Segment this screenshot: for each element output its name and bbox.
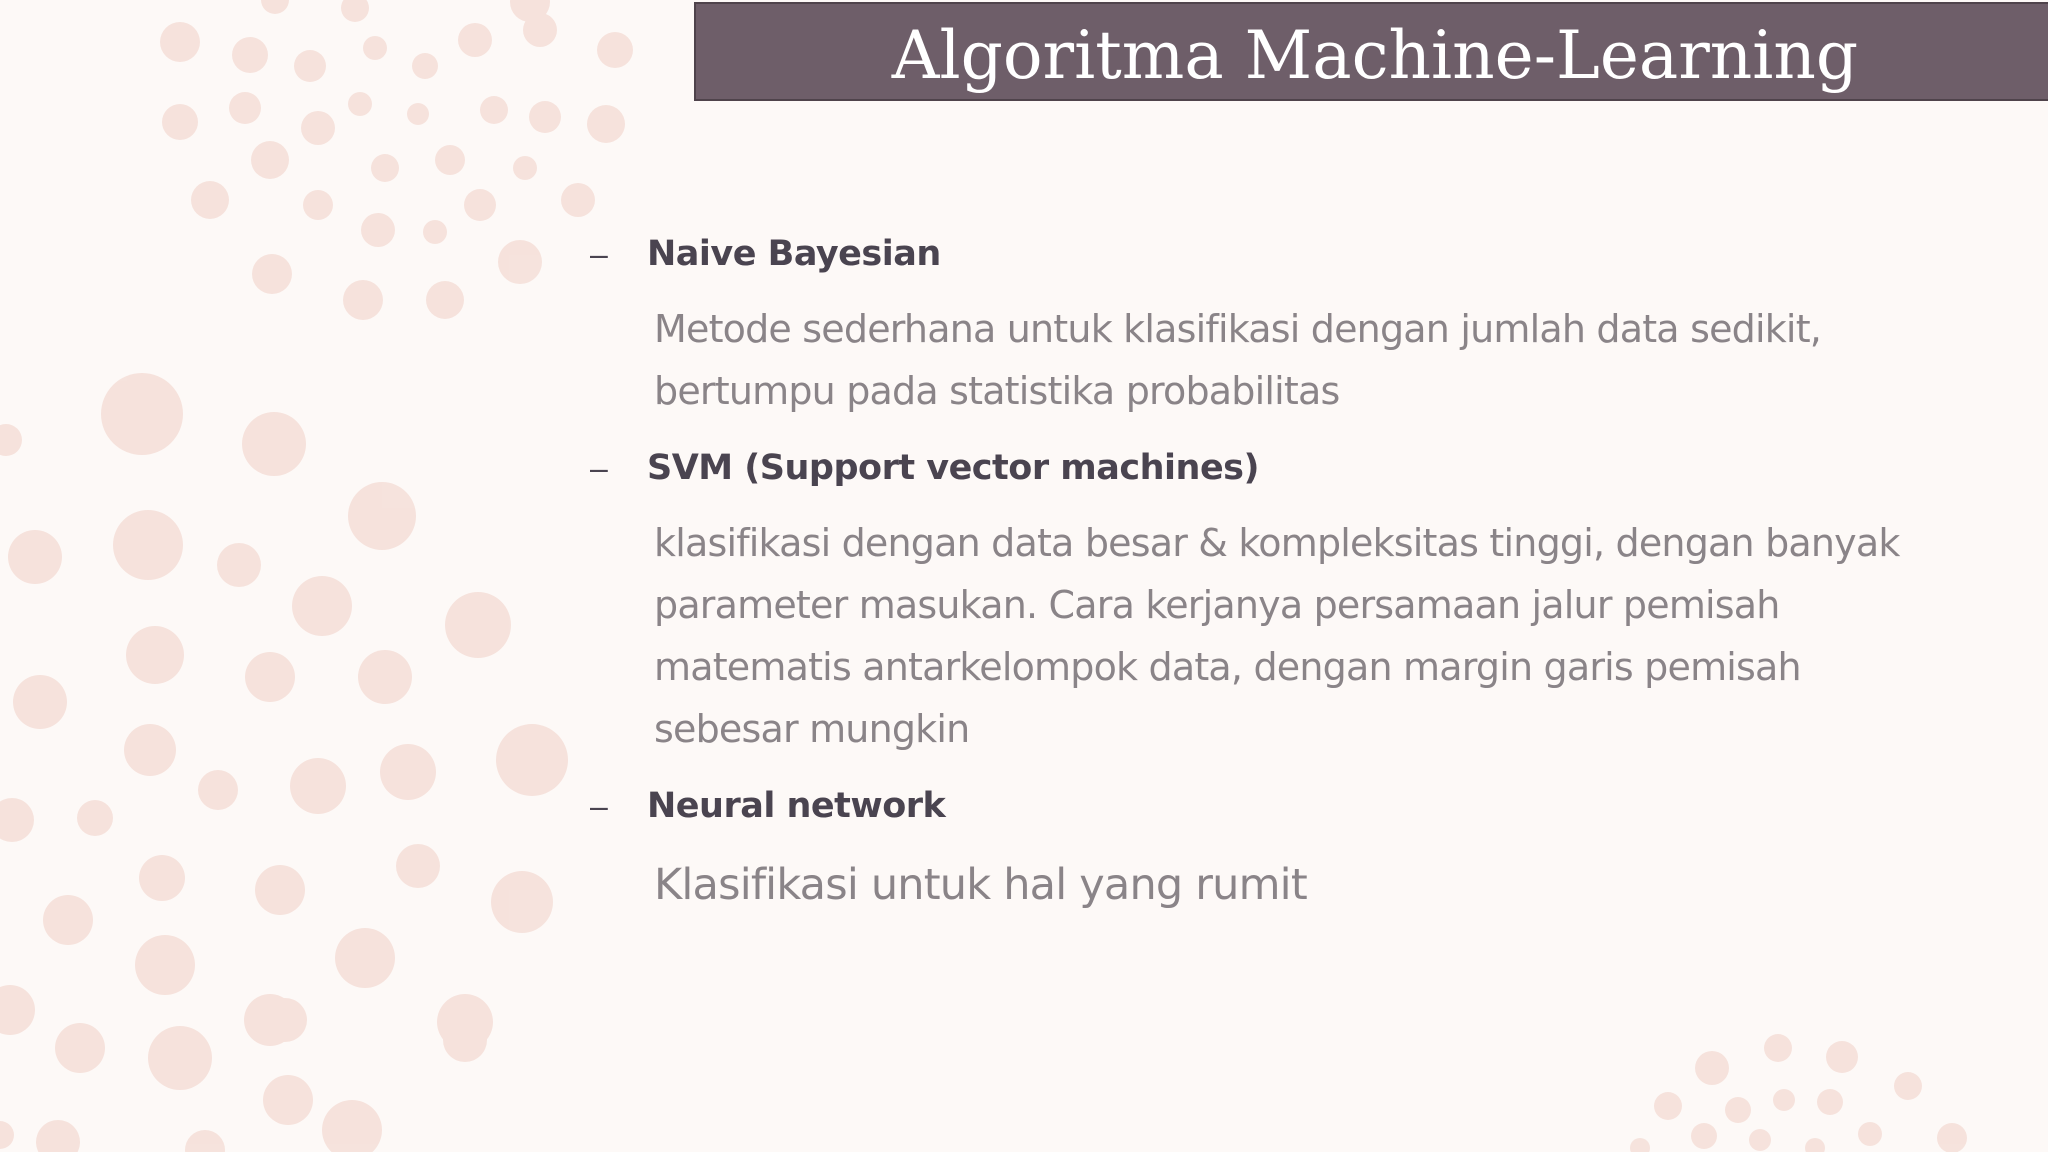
list-item-description [654, 854, 2034, 916]
description-line: sebesar mungkin [654, 707, 970, 751]
list-item-naive-bayesian [590, 226, 1990, 422]
heading-label: SVM (Support vector machines) [647, 448, 1260, 488]
heading-label: Naive Bayesian [647, 234, 941, 274]
description-line: klasifikasi dengan data besar & kompleksitas tinggi, dengan banyak [654, 521, 1900, 565]
description-line: bertumpu pada statistika probabilitas [654, 369, 1340, 413]
dash-bullet: – [590, 235, 608, 272]
heading-label: Neural network [647, 786, 946, 826]
description-line: parameter masukan. Cara kerjanya persamaan jalur pemisah [654, 583, 1780, 627]
description-line: Metode sederhana untuk klasifikasi dengan jumlah data sedikit, [654, 307, 1822, 351]
dash-bullet: – [590, 449, 608, 486]
list-item-neural-network [590, 778, 1990, 916]
dash-bullet: – [590, 787, 608, 824]
list-item-heading [590, 440, 1990, 496]
list-item-heading [590, 226, 1990, 282]
list-item-description [654, 512, 2034, 760]
description-line: matematis antarkelompok data, dengan margin garis pemisah [654, 645, 1801, 689]
list-item-svm [590, 440, 1990, 760]
title-bar [694, 2, 2048, 101]
slide-title: Algoritma Machine-Learning [891, 17, 1859, 94]
list-item-description [654, 298, 2034, 422]
description-line: Klasifikasi untuk hal yang rumit [654, 860, 1307, 910]
content-list [590, 226, 1990, 916]
list-item-heading [590, 778, 1990, 834]
